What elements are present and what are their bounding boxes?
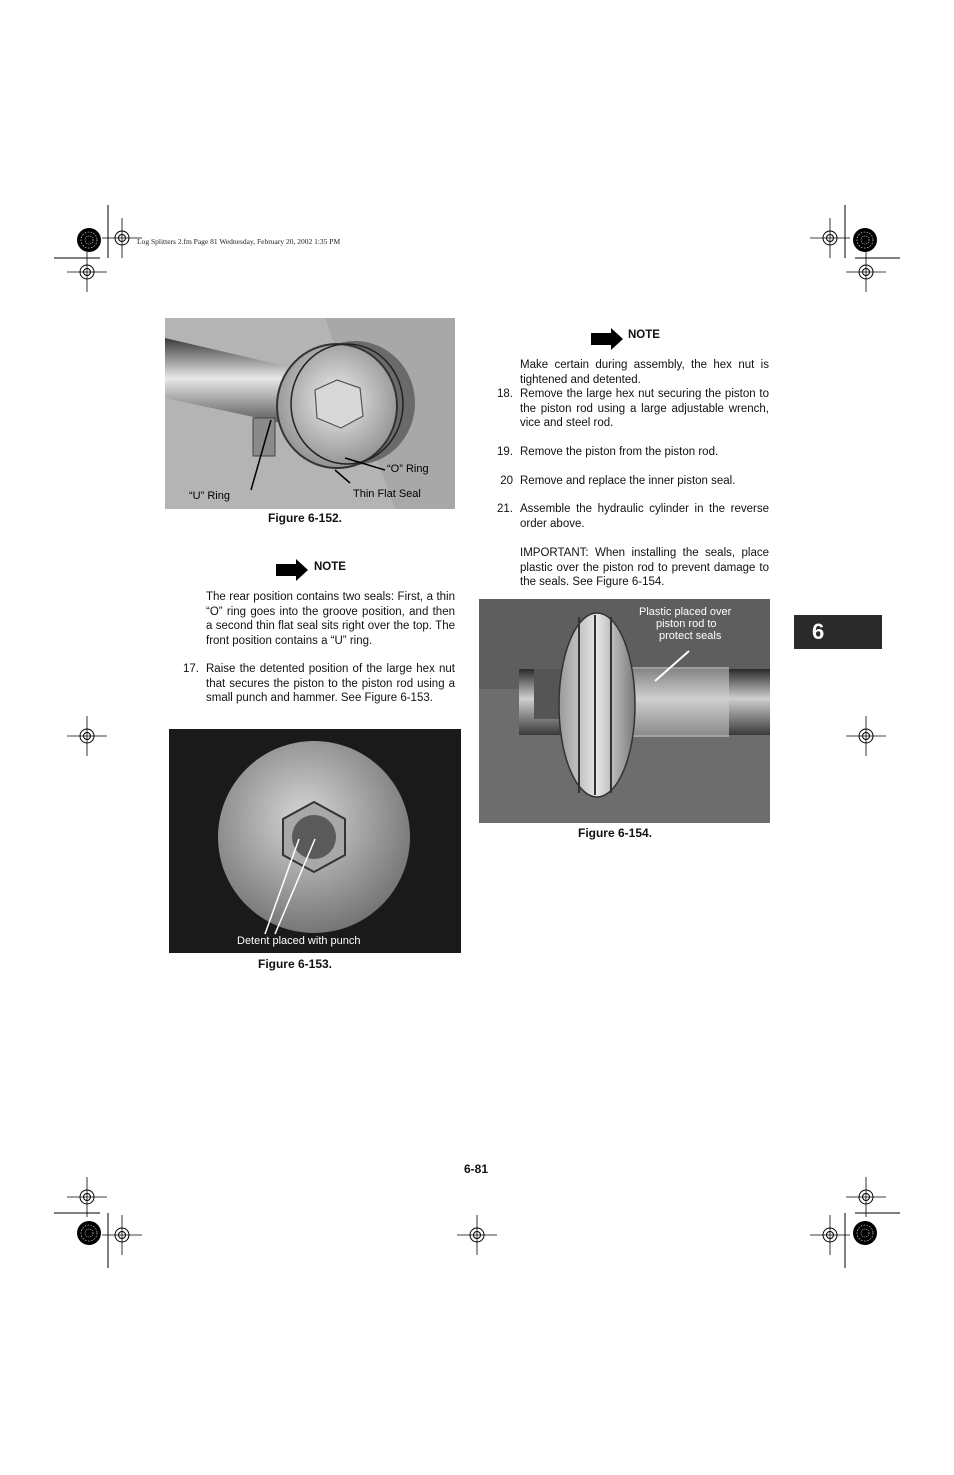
note-arrow-icon (591, 328, 623, 355)
u-ring-label: “U” Ring (189, 490, 230, 502)
o-ring-label: “O” Ring (387, 463, 429, 475)
step-19-number: 19. (497, 446, 513, 458)
right-note-label: NOTE (628, 329, 660, 341)
step-17-number: 17. (183, 663, 199, 675)
step-18-number: 18. (497, 388, 513, 400)
hex-nut-illustration (169, 729, 461, 953)
file-header: Log Splitters 2.fm Page 81 Wednesday, February 20, 2002 1:35 PM (137, 237, 341, 246)
right-note-text: Make certain during assembly, the hex nut is tightened and detented. (520, 359, 769, 386)
figure-152-photo (165, 318, 455, 509)
plastic-label-line-1: Plastic placed over (639, 606, 732, 618)
page-number: 6-81 (463, 1162, 489, 1176)
left-note-text: The rear position contains two seals: First, a thin “O” ring goes into the groove position, and then a second thin flat seal sits right over the top. The front position contains a “U” ring. (206, 591, 455, 647)
flat-seal-label: Thin Flat Seal (353, 488, 421, 500)
step-21-text: Assemble the hydraulic cylinder in the reverse order above. (520, 503, 769, 530)
step-19-text: Remove the piston from the piston rod. (520, 446, 719, 458)
step-21-number: 21. (497, 503, 513, 515)
step-20-text: Remove and replace the inner piston seal. (520, 475, 736, 487)
plastic-label-line-3: protect seals (659, 630, 722, 642)
step-17-text: Raise the detented position of the large hex nut that secures the piston to the piston rod using a small punch and hammer. See Figure 6-153. (206, 663, 455, 705)
left-note-label: NOTE (314, 561, 346, 573)
figure-154-caption: Figure 6-154. (577, 826, 653, 840)
figure-153-photo (169, 729, 461, 953)
plastic-label-line-2: piston rod to (656, 618, 717, 630)
detent-label: Detent placed with punch (237, 935, 361, 947)
note-arrow-icon (276, 559, 308, 586)
step-18-text: Remove the large hex nut securing the piston to the piston rod using a large adjustable wrench, vice and steel rod. (520, 388, 769, 430)
figure-154-photo (479, 599, 770, 823)
chapter-tab: 6 (794, 615, 882, 649)
step-20-number: 20 (500, 475, 513, 487)
piston-seal-illustration (165, 318, 455, 509)
piston-plastic-illustration (479, 599, 770, 823)
important-text: IMPORTANT: When installing the seals, place plastic over the piston rod to prevent damage to the seals. See Figure 6-154. (520, 547, 769, 589)
figure-152-caption: Figure 6-152. (267, 511, 343, 525)
figure-153-caption: Figure 6-153. (257, 957, 333, 971)
